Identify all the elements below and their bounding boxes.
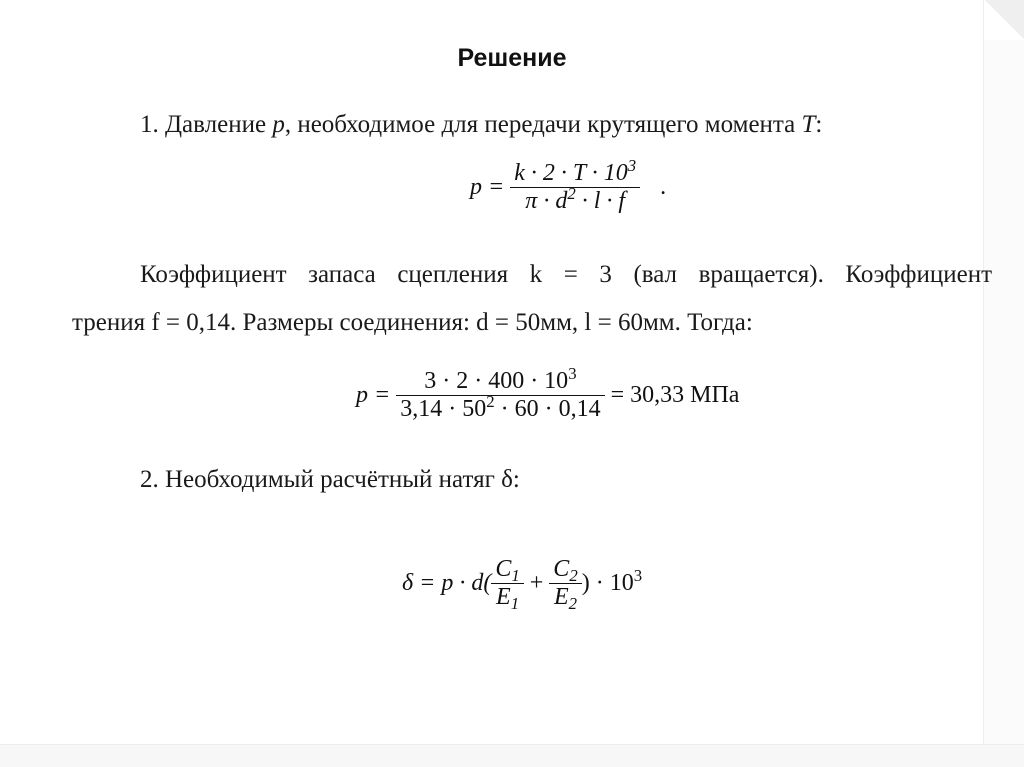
paragraph-line1: Коэффициент запаса сцепления k = 3 (вал вращается). Коэффициент [140,261,992,288]
slide-frame-right [983,0,1024,767]
step1-prefix: 1. Давление [140,111,273,138]
formula2-fraction [396,363,604,423]
step1-suffix: , необходимое для передачи крутящего момента [284,111,802,138]
step1-colon: : [815,111,823,138]
formula2-lhs: p = [356,382,391,408]
step2-text: 2. Необходимый расчётный натяг δ: [140,466,520,493]
formula3-fraction2: $\frac{C_2}{E_2}$ [549,556,581,611]
formula3-fraction1: $\frac{C_1}{E_1}$ [491,556,523,611]
formula3-lhs: δ = p · d( [402,570,492,596]
slide-frame-corner [984,0,1024,40]
step1-var-p: p [272,111,285,138]
slide-frame-bottom [0,744,1024,767]
formula1-trail: . [660,174,667,200]
formula2-result: = 30,33 МПа [610,382,740,408]
step1-var-T: T [801,111,816,138]
formula-pressure-numeric [356,363,740,423]
formula1-lhs: p = [470,174,505,200]
paragraph-line2: трения f = 0,14. Размеры соединения: d = 50мм, l = 60мм. Тогда: [72,309,753,336]
formula-pressure-general [470,155,667,215]
formula-interference [402,556,643,614]
formula1-denominator: $\pi \cdot d^2 \cdot l \cdot f$ [510,187,640,215]
slide-title: Решение [457,44,567,72]
formula3-plus: + [529,570,544,596]
formula2-numerator: $3 \cdot 2 \cdot 400 \cdot 10^3$ [424,363,577,394]
formula2-denominator: $3,14 \cdot 50^2 \cdot 60 \cdot 0,14$ [396,395,604,423]
formula3-tail: ) · $10^3$ [581,565,643,596]
step1-text [140,111,822,139]
formula1-fraction [510,155,640,215]
formula1-numerator: $k \cdot 2 \cdot T \cdot 10^3$ [514,155,637,186]
